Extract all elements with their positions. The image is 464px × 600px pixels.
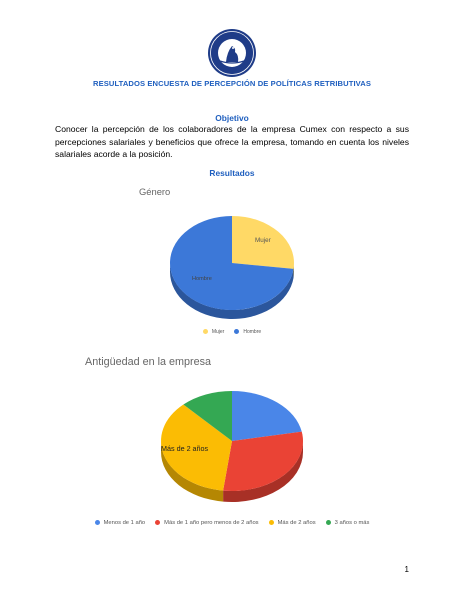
legend-swatch <box>155 520 160 525</box>
legend-label: 3 años o más <box>334 520 370 527</box>
pie-slice-label-0-1: Hombre <box>192 276 212 282</box>
legend-label: Más de 1 año pero menos de 2 años <box>164 520 259 527</box>
document-title: RESULTADOS ENCUESTA DE PERCEPCIÓN DE POLÍTICAS RETRIBUTIVAS <box>92 79 372 88</box>
legend-label: Mujer <box>211 329 225 335</box>
legend-item-1-1 <box>155 520 258 526</box>
legend-item-1-3 <box>326 520 370 526</box>
legend-item-1-0 <box>95 520 146 526</box>
seniority-chart-title: Antigüedad en la empresa <box>85 356 212 368</box>
legend-label: Más de 2 años <box>277 520 316 527</box>
objective-heading: Objetivo <box>215 113 249 123</box>
pie-slice-label-0-0: Mujer <box>255 237 271 244</box>
legend-swatch <box>269 520 274 525</box>
legend-label: Menos de 1 año <box>103 520 146 527</box>
pie-slice-label-1-2: Más de 2 años <box>161 444 209 453</box>
legend-swatch <box>95 520 100 525</box>
objective-text: Conocer la percepción de los colaboradores de la empresa Cumex con respecto a sus percepciones salariales y beneficios que ofrece la empresa, tomando en cuenta los niveles salariales acorde a la posición. <box>55 124 409 159</box>
legend-item-1-2 <box>269 520 316 526</box>
gender-chart-title: Género <box>139 186 171 197</box>
legend-swatch <box>326 520 331 525</box>
legend-label: Hombre <box>243 329 262 335</box>
page-number: 1 <box>404 565 409 574</box>
results-heading: Resultados <box>209 168 255 178</box>
seniority-chart-legend <box>0 520 464 526</box>
